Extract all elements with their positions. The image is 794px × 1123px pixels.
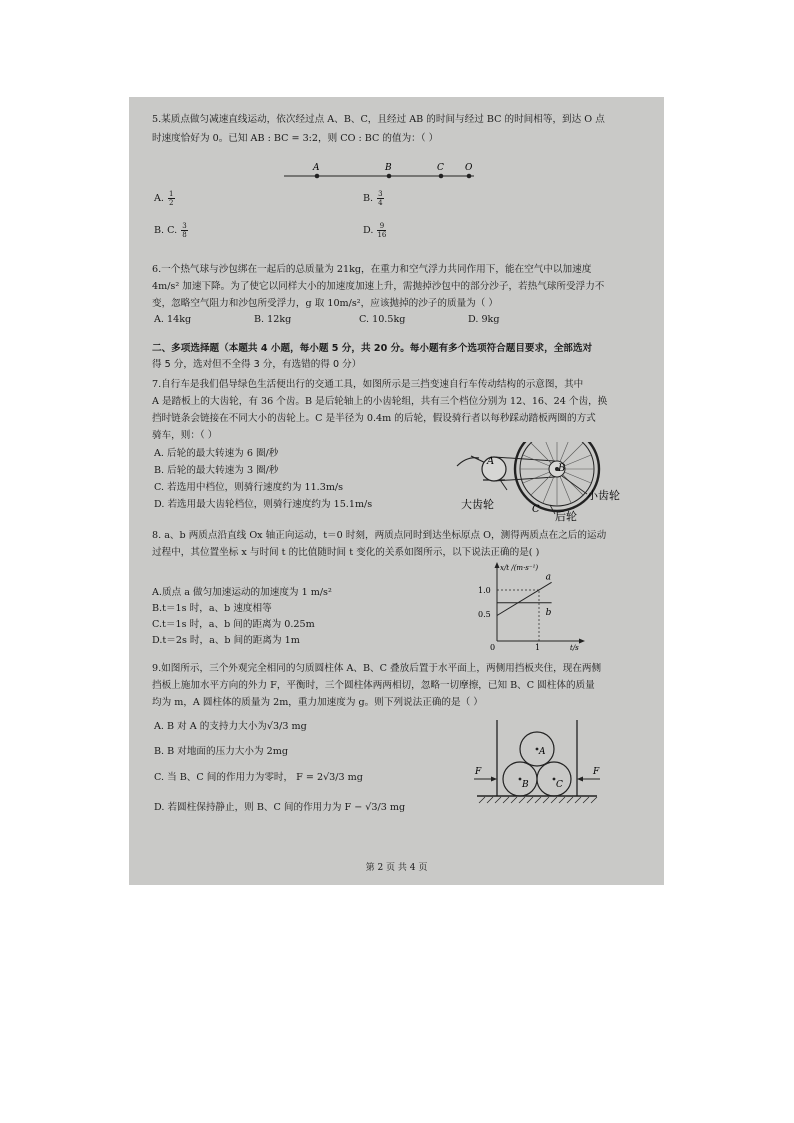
x-tick-0: 0: [490, 643, 496, 651]
q8-option-a: A.质点 a 做匀加速运动的加速度为 1 m/s²: [152, 587, 332, 598]
force-left-label: F: [475, 767, 482, 777]
series-label-a: a: [545, 572, 551, 583]
point-o-label: O: [465, 163, 473, 173]
q6-option-c: C. 10.5kg: [359, 314, 406, 325]
series-label-b: b: [545, 607, 552, 618]
q7-option-c: C. 若选用中档位，则骑行速度约为 11.3m/s: [154, 482, 344, 493]
q5-option-b: B. $\frac{3}{4}$: [363, 190, 383, 207]
rear-wheel-label: 后轮: [555, 510, 577, 523]
cylinder-a-label: A: [539, 747, 546, 757]
section2-heading-line2: 得 5 分，选对但不全得 3 分，有选错的得 0 分）: [152, 359, 362, 370]
q5-option-a: A. $\frac{1}{2}$: [154, 190, 174, 207]
q7-line3: 挡时链条会链接在不同大小的齿轮上。C 是半径为 0.4m 的后轮，假设骑行者以每秒踩动踏板两圈的方式: [152, 413, 596, 424]
q5-option-c: B. C. $\frac{3}{8}$: [154, 222, 187, 239]
q6-option-a: A. 14kg: [154, 314, 192, 325]
q7-option-a: A. 后轮的最大转速为 6 圈/秒: [154, 448, 279, 459]
q7-line1: 7.自行车是我们倡导绿色生活便出行的交通工具，如图所示是三挡变速自行车传动结构的示意图，其中: [152, 379, 584, 390]
q6-option-d: D. 9kg: [468, 314, 500, 325]
q5-option-d: D. $\frac{9}{16}$: [363, 222, 387, 239]
q9-line3: 均为 m，A 圆柱体的质量为 2m，重力加速度为 g。则下列说法正确的是（ ）: [152, 697, 483, 708]
q9-line2: 挡板上施加水平方向的外力 F，平衡时，三个圆柱体两两相切，忽略一切摩擦，已知 B、C 圆柱体的质量: [152, 680, 595, 691]
q5-line1: 5.某质点做匀减速直线运动，依次经过点 A、B、C，且经过 AB 的时间与经过 BC 的时间相等，到达 O 点: [152, 114, 605, 125]
bicycle-gear-figure: [447, 442, 637, 527]
q9-option-c: C. 当 B、C 间的作用力为零时， F = 2√3/3 mg: [154, 772, 363, 783]
q8-xt-chart: [469, 559, 589, 651]
q7-option-d: D. 若选用最大齿轮档位，则骑行速度约为 15.1m/s: [154, 499, 373, 510]
cylinder-c-label: C: [556, 780, 563, 790]
q5-line2: 时速度恰好为 0。已知 AB : BC = 3:2，则 CO : BC 的值为：（ ）: [152, 133, 439, 144]
y-tick-0.5: 0.5: [478, 610, 491, 619]
exam-page: [129, 97, 664, 885]
point-a-label: A: [313, 163, 320, 173]
section2-heading-line1: 二、多项选择题（本题共 4 小题，每小题 5 分，共 20 分。每小题有多个选项符合题目要求，全部选对: [152, 343, 593, 354]
q5-number-line-figure: [279, 161, 479, 185]
q9-option-a: A. B 对 A 的支持力大小为√3/3 mg: [154, 721, 307, 732]
x-tick-1: 1: [535, 643, 541, 651]
q9-option-d: D. 若圆柱保持静止，则 B、C 间的作用力为 F − √3/3 mg: [154, 802, 406, 813]
q8-line1: 8. a、b 两质点沿直线 Ox 轴正向运动，t＝0 时刻，两质点同时到达坐标原点 O，测得两质点在之后的运动: [152, 530, 607, 541]
wheel-c-label: C: [532, 504, 540, 515]
gear-a-label: A: [487, 456, 495, 467]
q6-line2: 4m/s² 加速下降。为了使它以同样大小的加速度加速上升，需抛掉沙包中的部分沙子，若热气球所受浮力不: [152, 281, 605, 292]
y-tick-1.0: 1.0: [478, 586, 491, 595]
series-line-a: [497, 582, 552, 615]
y-axis-label: x/t /(m·s⁻¹): [500, 564, 539, 572]
q8-option-c: C.t＝1s 时，a、b 间的距离为 0.25m: [152, 619, 315, 630]
q6-line3: 变，忽略空气阻力和沙包所受浮力，g 取 10m/s²，应该抛掉的沙子的质量为（ ）: [152, 298, 499, 309]
q7-option-b: B. 后轮的最大转速为 3 圈/秒: [154, 465, 279, 476]
q6-option-b: B. 12kg: [254, 314, 292, 325]
cylinders-figure: [469, 712, 609, 820]
q9-option-b: B. B 对地面的压力大小为 2mg: [154, 746, 288, 757]
q6-line1: 6.一个热气球与沙包绑在一起后的总质量为 21kg，在重力和空气浮力共同作用下，能在空气中以加速度: [152, 264, 592, 275]
cylinder-b-label: B: [522, 780, 529, 790]
big-gear-label: 大齿轮: [461, 498, 494, 511]
q9-line1: 9.如图所示，三个外观完全相同的匀质圆柱体 A、B、C 叠放后置于水平面上，两侧用挡板夹住，现在两侧: [152, 663, 602, 674]
q7-line4: 骑车，则：（ ）: [152, 430, 218, 441]
q8-option-b: B.t＝1s 时，a、b 速度相等: [152, 603, 272, 614]
q7-line2: A 是踏板上的大齿轮，有 36 个齿。B 是后轮轴上的小齿轮组，共有三个档位分别为 12、16、24 个齿，换: [152, 396, 608, 407]
q8-line2: 过程中，其位置坐标 x 与时间 t 的比值随时间 t 变化的关系如图所示，以下说法正确的是( ): [152, 547, 540, 558]
point-c-label: C: [437, 163, 444, 173]
x-axis-label: t/s: [570, 644, 579, 651]
point-b-label: B: [385, 163, 392, 173]
gear-b-label: B: [558, 463, 566, 474]
page-footer: 第 2 页 共 4 页: [365, 863, 428, 873]
q8-option-d: D.t＝2s 时，a、b 间的距离为 1m: [152, 635, 300, 646]
force-right-label: F: [593, 767, 600, 777]
small-gear-label: 小齿轮: [587, 489, 620, 502]
